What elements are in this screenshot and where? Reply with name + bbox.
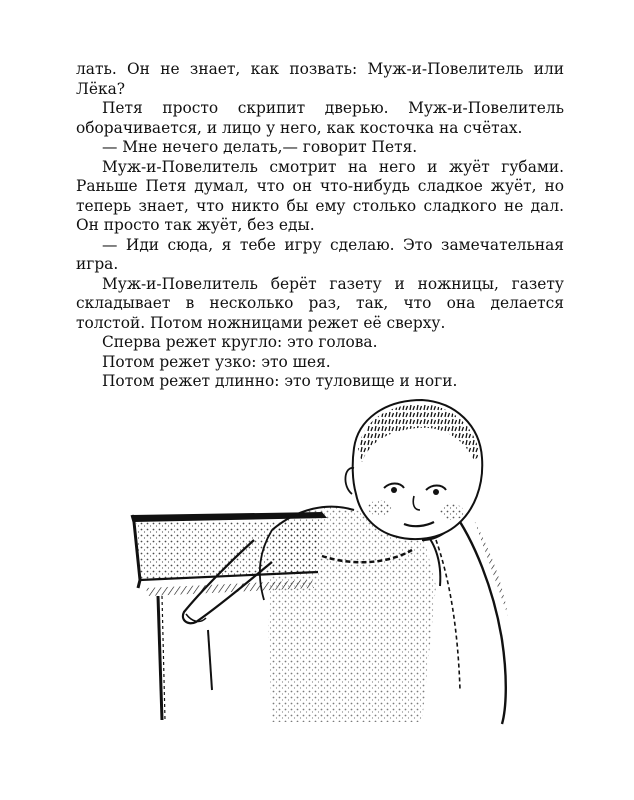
- paragraph: Муж-и-Повелитель берёт газету и ножницы, газету складывает в несколько раз, так, что она делается толстой. Потом ножницами режет её сверху.: [76, 274, 564, 332]
- paragraph: Потом режет длинно: это туловище и ноги.: [102, 372, 458, 390]
- paragraph: Петя просто скрипит дверью. Муж-и-Повелитель оборачивается, и лицо у него, как косточка на счётах.: [76, 99, 564, 137]
- paragraph: Потом режет узко: это шея.: [102, 352, 331, 371]
- illustration-boy-at-table: [122, 390, 532, 730]
- dialogue-line: — Иди сюда, я тебе игру сделаю. Это замечательная игра.: [76, 235, 564, 273]
- paragraph: Сперва режет кругло: это голова.: [102, 333, 378, 351]
- dialogue-line: — Мне нечего делать,— говорит Петя.: [102, 138, 418, 156]
- paragraph-continuation: лать. Он не знает, как позвать: Муж-и-Повелитель или Лёка?: [76, 60, 564, 98]
- body-text: [76, 60, 564, 392]
- paragraph: Муж-и-Повелитель смотрит на него и жуёт губами. Раньше Петя думал, что он что-нибудь сладкое жуёт, но теперь знает, что никто бы ему столько сладкого не дал. Он просто так жуёт, без еды.: [76, 157, 564, 234]
